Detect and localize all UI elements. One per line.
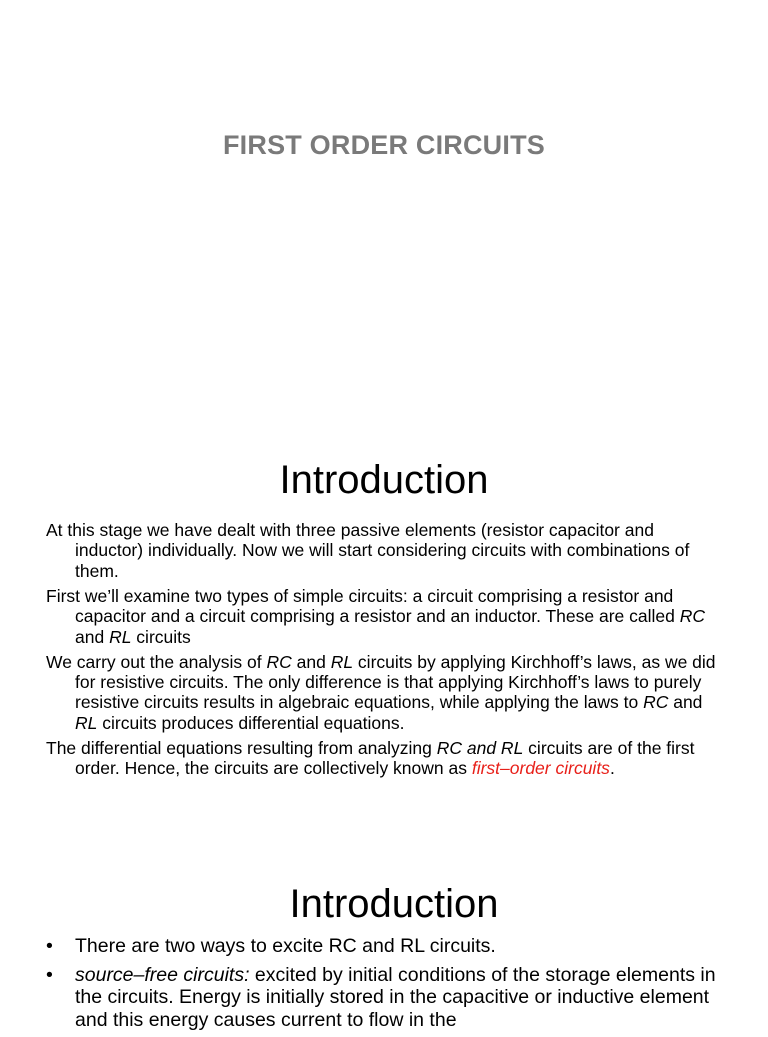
bullet-icon: • — [46, 935, 53, 957]
title-slide — [0, 0, 768, 430]
paragraph: The differential equations resulting from analyzing RC and RL circuits are of the first order. Hence, the circuits are collectively known as first–order circuits. — [46, 737, 695, 779]
paragraph-list — [46, 520, 726, 783]
paragraph: At this stage we have dealt with three passive elements (resistor capacitor and inductor) individually. Now we will start considering circuits with combinations of them. — [46, 520, 690, 581]
slide-heading: Introduction — [289, 882, 499, 926]
highlight-term: first–order circuits — [471, 758, 610, 779]
presentation-title: FIRST ORDER CIRCUITS — [222, 130, 545, 160]
bullet-list — [46, 935, 736, 1037]
paragraph: First we’ll examine two types of simple circuits: a circuit comprising a resistor and capacitor and a circuit comprising a resistor and an inductor. These are called RC and RL circuits — [46, 585, 705, 647]
list-item: • There are two ways to excite RC and RL circuits. — [46, 935, 496, 957]
paragraph: We carry out the analysis of RC and RL circuits by applying Kirchhoff’s laws, as we did for resistive circuits. The only difference is that applying Kirchhoff’s laws to purely resistive circuits results in algebraic equations, while applying the laws to RC and RL circuits produces differential equations. — [46, 651, 716, 733]
bullet-icon: • — [46, 963, 53, 986]
list-item: • source–free circuits: excited by initial conditions of the storage elements in the circuits. Energy is initially stored in the capacitive or inductive element and this energy causes current to flow in the — [46, 963, 716, 1031]
slide-heading: Introduction — [279, 458, 489, 502]
